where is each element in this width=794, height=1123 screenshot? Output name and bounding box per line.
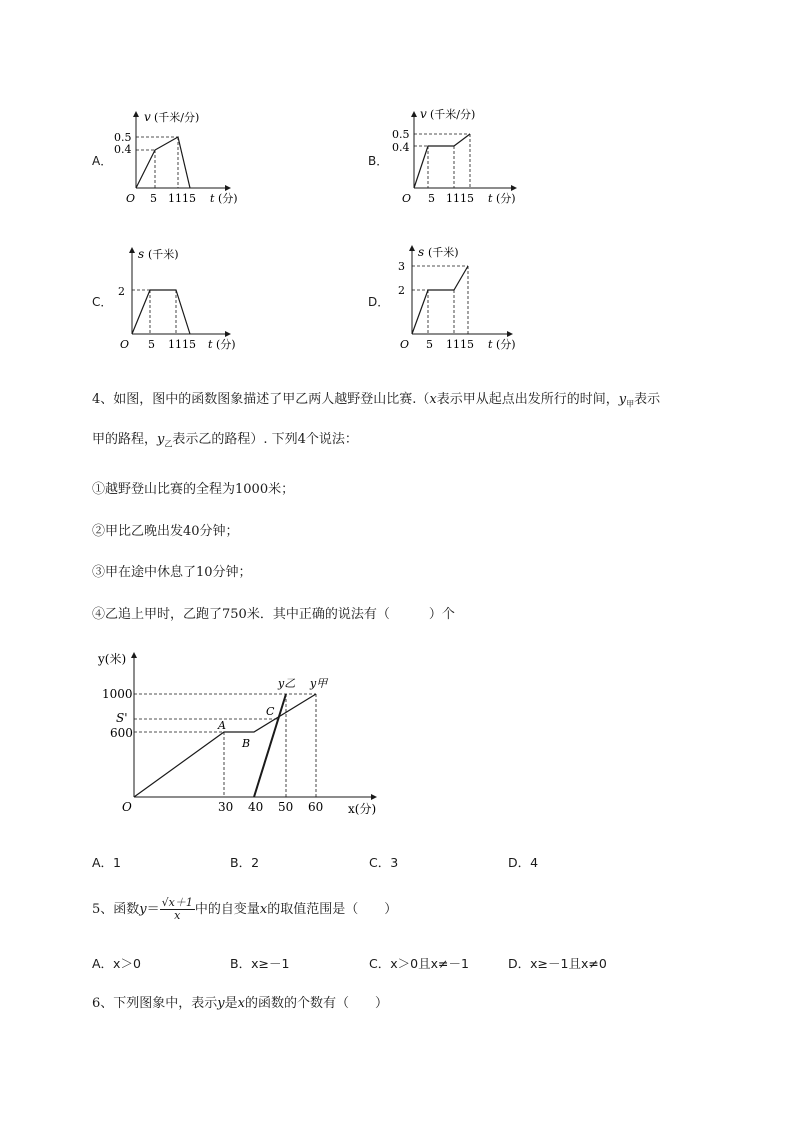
y-axis-unit: (千米/分) <box>430 108 476 121</box>
q4-statement-4: ④乙追上甲时，乙跑了750米．其中正确的说法有（ ）个 <box>92 607 455 622</box>
option-a-graph <box>112 104 252 214</box>
tick-x: 5 <box>150 192 157 205</box>
y-axis-unit: (千米) <box>428 246 459 259</box>
q5-choice-b[interactable]: B．x≥－1 <box>230 956 290 971</box>
x-axis-unit: (分) <box>216 338 236 351</box>
q5-choice-c[interactable]: C．x＞0且x≠－1 <box>369 956 469 971</box>
graph-line <box>136 137 190 188</box>
tick-y: 1000 <box>102 687 133 701</box>
q5-choice-d[interactable]: D．x≥－1且x≠0 <box>508 956 607 971</box>
x-axis-label: t <box>488 192 493 205</box>
point-a: A <box>218 719 226 732</box>
origin-label: O <box>400 338 410 351</box>
y-axis-label: v <box>144 110 151 124</box>
q4-statement-2: ②甲比乙晚出发40分钟； <box>92 524 239 539</box>
option-b-graph <box>390 104 530 214</box>
tick-y: 2 <box>398 284 405 297</box>
tick-y: 3 <box>398 260 405 273</box>
q5-choice-a[interactable]: A．x＞0 <box>92 956 141 971</box>
y-axis-unit: (千米) <box>148 248 179 261</box>
tick-x: 5 <box>148 338 155 351</box>
tick-x: 40 <box>248 800 264 814</box>
y-axis-label: y(米) <box>98 652 127 666</box>
tick-x: 5 <box>428 192 435 205</box>
option-b-label: B． <box>368 154 389 168</box>
q4-line1: 4、如图，图中的函数图象描述了甲乙两人越野登山比赛.（x表示甲从起点出发所行的时间，$y_甲$表示 <box>92 392 661 409</box>
option-d-label: D． <box>368 295 390 309</box>
y-axis-unit: (千米/分) <box>154 111 200 124</box>
q5-fraction: $\frac{√x+1}{x}$ <box>161 896 193 922</box>
x-axis-unit: (分) <box>496 338 516 351</box>
origin-label: O <box>126 192 136 205</box>
y-axis-label: s <box>138 247 145 261</box>
tick-x: 15 <box>182 338 196 351</box>
tick-x: 30 <box>218 800 234 814</box>
tick-y: S' <box>116 711 128 725</box>
q4-choice-b[interactable]: B．2 <box>230 855 260 870</box>
q4-choice-d[interactable]: D．4 <box>508 855 539 870</box>
y-axis-label: s <box>418 245 425 259</box>
tick-x: 15 <box>460 338 474 351</box>
tick-x: 50 <box>278 800 294 814</box>
label-yi: y乙 <box>278 677 296 690</box>
tick-y: 0.4 <box>114 143 132 156</box>
q4-choice-a[interactable]: A．1 <box>92 855 122 870</box>
tick-x: 11 <box>446 338 460 351</box>
origin-label: O <box>122 800 132 814</box>
q4-statement-1: ①越野登山比赛的全程为1000米； <box>92 482 295 497</box>
tick-x: 11 <box>446 192 460 205</box>
tick-x: 5 <box>426 338 433 351</box>
point-c: C <box>266 705 275 718</box>
q4-choice-c[interactable]: C．3 <box>369 855 399 870</box>
tick-y: 0.5 <box>114 131 132 144</box>
q4-statement-3: ③甲在途中休息了10分钟； <box>92 565 252 580</box>
tick-y: 600 <box>110 726 133 740</box>
origin-label: O <box>402 192 412 205</box>
x-axis-unit: (分) <box>218 192 238 205</box>
graph-line <box>412 266 468 334</box>
q6-stem: 6、下列图象中，表示y是x的函数的个数有（ ） <box>92 996 389 1011</box>
option-a-label: A． <box>92 154 113 168</box>
tick-y: 2 <box>118 285 125 298</box>
tick-x: 15 <box>182 192 196 205</box>
tick-x: 11 <box>168 192 182 205</box>
graph-line <box>132 290 190 334</box>
x-axis-label: t <box>210 192 215 205</box>
q4-graph <box>92 645 392 825</box>
tick-x: 60 <box>308 800 324 814</box>
q5-stem: 5、函数y＝ $\frac{√x+1}{x}$ 中的自变量x的取值范围是（ ） <box>92 896 398 922</box>
label-jia: y甲 <box>310 677 328 690</box>
line-jia <box>134 694 316 797</box>
x-axis-label: t <box>488 338 493 351</box>
x-axis-unit: (分) <box>496 192 516 205</box>
y-axis-label: v <box>420 107 427 121</box>
tick-x: 15 <box>460 192 474 205</box>
q4-line2: 甲的路程，$y_乙$表示乙的路程）. 下列4个说法： <box>92 432 358 449</box>
tick-x: 11 <box>168 338 182 351</box>
point-b: B <box>242 737 251 750</box>
option-d-graph <box>390 240 530 355</box>
x-axis-label: x(分) <box>348 802 377 816</box>
option-c-label: C． <box>92 295 113 309</box>
tick-y: 0.4 <box>392 141 410 154</box>
x-axis-label: t <box>208 338 213 351</box>
graph-line <box>414 134 470 188</box>
tick-y: 0.5 <box>392 128 410 141</box>
option-c-graph <box>112 240 252 355</box>
origin-label: O <box>120 338 130 351</box>
